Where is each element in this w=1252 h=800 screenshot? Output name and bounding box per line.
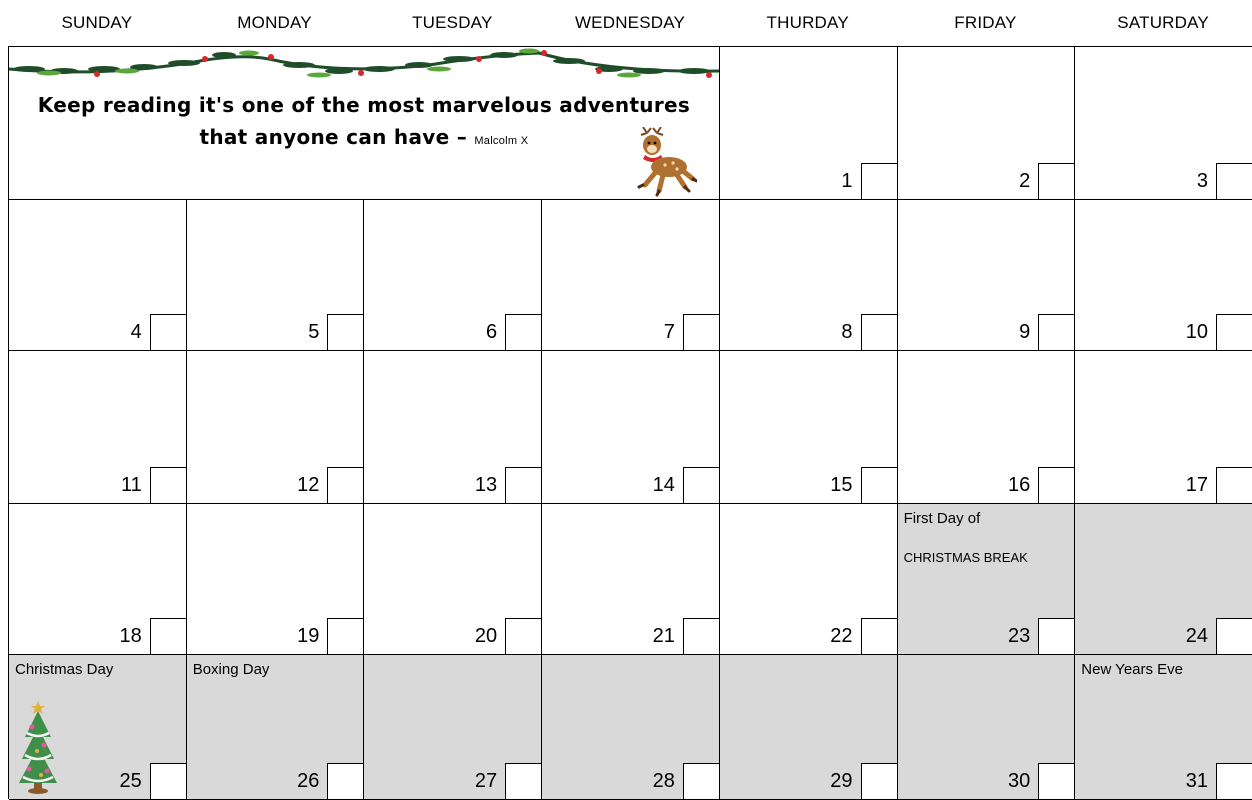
- day-cell-11[interactable]: [9, 351, 187, 504]
- day-number: 14: [652, 474, 675, 496]
- day-number: 6: [486, 321, 498, 343]
- day-cell-29[interactable]: [720, 655, 898, 800]
- day-cell-15[interactable]: [720, 351, 898, 504]
- christmas-tree-icon: [17, 699, 59, 795]
- quote-banner: [9, 47, 720, 200]
- day-checkbox[interactable]: [505, 467, 541, 503]
- day-cell-5[interactable]: [187, 200, 365, 351]
- quote-author: Malcolm X: [474, 135, 529, 147]
- day-number: 28: [652, 770, 675, 792]
- calendar-grid: [8, 46, 1252, 799]
- day-cell-18[interactable]: [9, 504, 187, 655]
- quote-line-2: that anyone can have: [199, 125, 450, 149]
- quote-line-1: Keep reading it's one of the most marvelous adventures: [37, 93, 691, 117]
- day-checkbox[interactable]: [150, 763, 186, 799]
- day-checkbox[interactable]: [683, 467, 719, 503]
- day-cell-9[interactable]: [898, 200, 1076, 351]
- day-checkbox[interactable]: [683, 763, 719, 799]
- reindeer-icon: [627, 127, 697, 197]
- weekday-tuesday: TUESDAY: [412, 13, 493, 32]
- day-number: 26: [297, 770, 320, 792]
- day-checkbox[interactable]: [861, 763, 897, 799]
- day-cell-26[interactable]: [187, 655, 365, 800]
- day-number: 15: [830, 474, 853, 496]
- day-number: 20: [474, 625, 498, 647]
- event-label: First Day of: [903, 510, 981, 527]
- day-checkbox[interactable]: [505, 314, 541, 350]
- day-number: 23: [1008, 625, 1031, 647]
- quote-dash: –: [456, 125, 468, 149]
- day-number: 29: [830, 770, 853, 792]
- day-cell-8[interactable]: [720, 200, 898, 351]
- day-number: 12: [297, 474, 320, 496]
- day-checkbox[interactable]: [150, 314, 186, 350]
- day-number: 9: [1019, 321, 1031, 343]
- day-checkbox[interactable]: [1216, 163, 1252, 199]
- day-number: 31: [1185, 770, 1208, 792]
- day-number: 16: [1008, 474, 1031, 496]
- day-number: 8: [841, 321, 853, 343]
- day-checkbox[interactable]: [1038, 618, 1074, 654]
- day-cell-20[interactable]: [364, 504, 542, 655]
- day-number: 7: [663, 321, 675, 343]
- day-cell-12[interactable]: [187, 351, 365, 504]
- day-number: 30: [1008, 770, 1031, 792]
- day-checkbox[interactable]: [505, 618, 541, 654]
- day-checkbox[interactable]: [327, 763, 363, 799]
- day-checkbox[interactable]: [150, 467, 186, 503]
- day-cell-25[interactable]: [9, 655, 187, 800]
- day-cell-7[interactable]: [542, 200, 720, 351]
- day-cell-19[interactable]: [187, 504, 365, 655]
- day-cell-10[interactable]: [1075, 200, 1252, 351]
- day-checkbox[interactable]: [683, 618, 719, 654]
- weekday-monday: MONDAY: [237, 13, 312, 32]
- day-cell-13[interactable]: [364, 351, 542, 504]
- weekday-sunday: SUNDAY: [61, 13, 133, 32]
- event-label-line-2: CHRISTMAS BREAK: [903, 550, 1028, 565]
- day-cell-3[interactable]: [1075, 47, 1252, 200]
- day-number: 4: [130, 321, 142, 343]
- day-checkbox[interactable]: [1216, 314, 1252, 350]
- day-number: 1: [841, 170, 853, 192]
- quote-line-2-wrap: [9, 121, 719, 157]
- day-cell-28[interactable]: [542, 655, 720, 800]
- day-number: 19: [297, 625, 320, 647]
- day-checkbox[interactable]: [1216, 467, 1252, 503]
- holly-garland-icon: [9, 47, 720, 87]
- day-cell-21[interactable]: [542, 504, 720, 655]
- day-cell-4[interactable]: [9, 200, 187, 351]
- day-cell-23[interactable]: [898, 504, 1076, 655]
- day-checkbox[interactable]: [327, 467, 363, 503]
- event-label: New Years Eve: [1081, 661, 1184, 678]
- day-number: 18: [119, 625, 142, 647]
- weekday-saturday: SATURDAY: [1117, 13, 1209, 32]
- day-cell-1[interactable]: [720, 47, 898, 200]
- day-number: 21: [652, 625, 675, 647]
- day-number: 17: [1185, 474, 1208, 496]
- weekday-thursday: THURDAY: [766, 13, 849, 32]
- day-number: 24: [1185, 625, 1208, 647]
- day-checkbox[interactable]: [683, 314, 719, 350]
- weekday-wednesday: WEDNESDAY: [574, 13, 686, 32]
- quote-text: [9, 89, 719, 157]
- day-checkbox[interactable]: [327, 618, 363, 654]
- day-checkbox[interactable]: [861, 163, 897, 199]
- day-checkbox[interactable]: [1216, 763, 1252, 799]
- day-cell-27[interactable]: [364, 655, 542, 800]
- day-cell-22[interactable]: [720, 504, 898, 655]
- day-number: 22: [830, 625, 853, 647]
- day-cell-16[interactable]: [898, 351, 1076, 504]
- weekday-friday: FRIDAY: [954, 13, 1017, 32]
- day-number: 25: [119, 770, 142, 792]
- day-checkbox[interactable]: [1038, 314, 1074, 350]
- day-cell-17[interactable]: [1075, 351, 1252, 504]
- day-number: 13: [474, 474, 498, 496]
- day-checkbox[interactable]: [861, 314, 897, 350]
- day-number: 10: [1185, 321, 1208, 343]
- day-checkbox[interactable]: [327, 314, 363, 350]
- event-label: Boxing Day: [192, 661, 270, 678]
- day-checkbox[interactable]: [150, 618, 186, 654]
- weekday-header: [8, 0, 1252, 46]
- day-number: 27: [474, 770, 498, 792]
- event-label: Christmas Day: [15, 661, 114, 678]
- day-checkbox[interactable]: [861, 618, 897, 654]
- day-checkbox[interactable]: [1038, 163, 1074, 199]
- day-checkbox[interactable]: [505, 763, 541, 799]
- day-checkbox[interactable]: [1216, 618, 1252, 654]
- day-number: 11: [120, 474, 142, 496]
- day-cell-31[interactable]: [1075, 655, 1252, 800]
- day-checkbox[interactable]: [861, 467, 897, 503]
- day-cell-2[interactable]: [898, 47, 1076, 200]
- day-number: 5: [308, 321, 320, 343]
- day-cell-30[interactable]: [898, 655, 1076, 800]
- day-cell-6[interactable]: [364, 200, 542, 351]
- day-checkbox[interactable]: [1038, 763, 1074, 799]
- day-checkbox[interactable]: [1038, 467, 1074, 503]
- day-cell-24[interactable]: [1075, 504, 1252, 655]
- day-cell-14[interactable]: [542, 351, 720, 504]
- day-number: 3: [1196, 170, 1208, 192]
- day-number: 2: [1019, 170, 1031, 192]
